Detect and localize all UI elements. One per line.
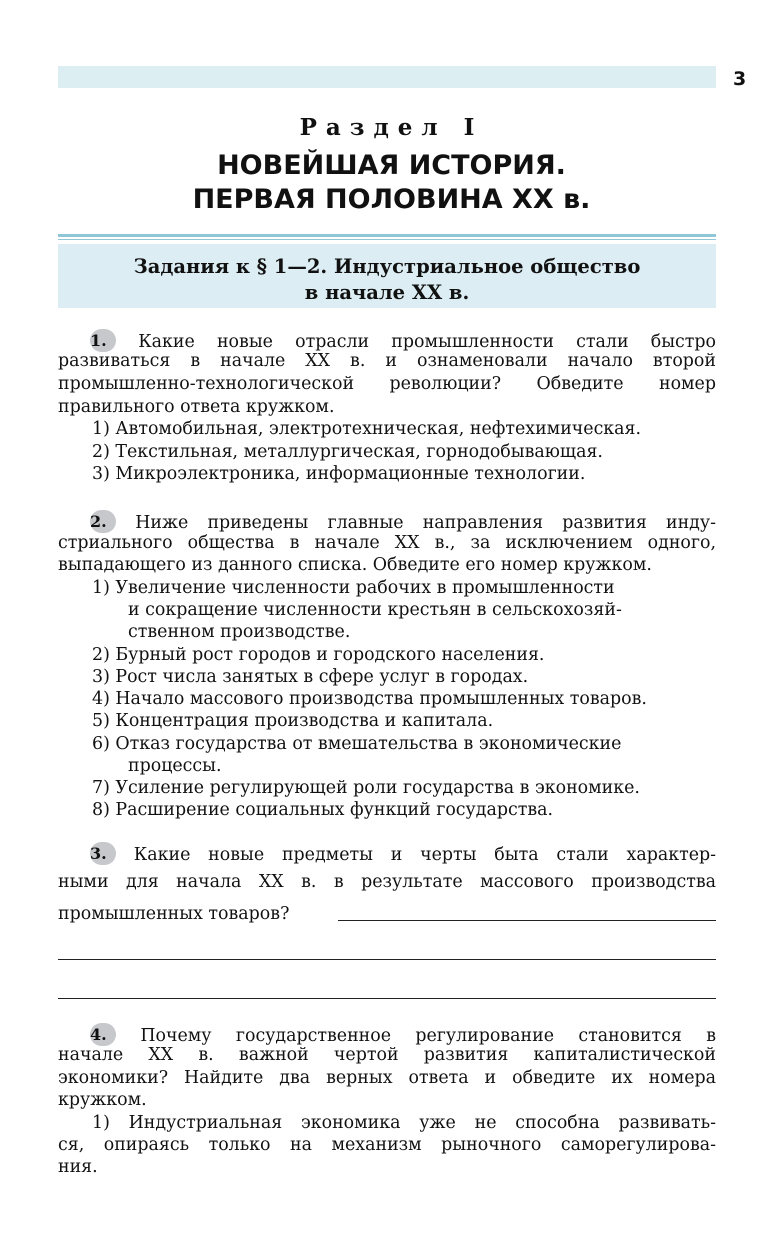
question-3-line-3: промышленных товаров?	[58, 904, 290, 924]
question-4-line-1: 4. Почему государственное регулирование становится в	[90, 1025, 716, 1046]
answer-line[interactable]	[338, 920, 716, 921]
question-2-option-5[interactable]: 5) Концентрация производства и капитала.	[92, 711, 494, 731]
question-1-option-3[interactable]: 3) Микроэлектроника, информационные технологии.	[92, 464, 586, 484]
question-4-line-3: экономики? Найдите два верных ответа и обведите их номера	[58, 1068, 716, 1088]
question-2-option-4[interactable]: 4) Начало массового производства промышленных товаров.	[92, 689, 647, 709]
question-1-option-1[interactable]: 1) Автомобильная, электротехническая, нефтехимическая.	[92, 419, 642, 439]
question-2-option-1-cont: ственном производстве.	[128, 622, 351, 642]
chapter-title-line-1: НОВЕЙШАЯ ИСТОРИЯ.	[217, 150, 566, 181]
question-number-badge: 1.	[90, 329, 116, 352]
chapter-title-line-2: ПЕРВАЯ ПОЛОВИНА XX в.	[192, 184, 591, 215]
question-number-badge: 2.	[90, 510, 116, 533]
question-2-option-3[interactable]: 3) Рост числа занятых в сфере услуг в городах.	[92, 667, 529, 687]
question-2-option-8[interactable]: 8) Расширение социальных функций государства.	[92, 800, 554, 820]
question-4-option-1[interactable]: 1) Индустриальная экономика уже не способна развивать-	[92, 1113, 716, 1133]
answer-line[interactable]	[58, 998, 716, 999]
question-number-badge: 4.	[90, 1023, 116, 1046]
question-2-option-6[interactable]: 6) Отказ государства от вмешательства в экономические	[92, 734, 622, 754]
page-number: 3	[733, 68, 747, 90]
question-1-option-2[interactable]: 2) Текстильная, металлургическая, горнодобывающая.	[92, 442, 603, 462]
header-band	[58, 66, 716, 88]
question-2-line-1: 2. Ниже приведены главные направления развития инду-	[90, 512, 716, 533]
section-label: Раздел I	[299, 114, 484, 141]
question-2-option-1[interactable]: 1) Увеличение численности рабочих в промышленности	[92, 578, 615, 598]
subsection-title-line-2: в начале XX в.	[304, 281, 470, 304]
question-1-line-2: развиваться в начале XX в. и ознаменовали начало второй	[58, 351, 716, 371]
question-1-line-4: правильного ответа кружком.	[58, 397, 335, 417]
question-3-line-1: 3. Какие новые предметы и черты быта стали характер-	[90, 844, 717, 865]
question-2-line-2: стриального общества в начале XX в., за исключением одного,	[58, 533, 716, 553]
answer-line[interactable]	[58, 959, 716, 960]
question-4-line-2: начале XX в. важной чертой развития капиталистической	[58, 1045, 716, 1065]
divider	[58, 234, 716, 237]
question-3-line-2: ными для начала XX в. в результате массового производства	[58, 872, 716, 892]
question-4-line-4: кружком.	[58, 1090, 147, 1110]
question-2-line-3: выпадающего из данного списка. Обведите его номер кружком.	[58, 555, 652, 575]
question-1-line-1: 1. Какие новые отрасли промышленности стали быстро	[90, 331, 716, 352]
question-2-option-1-cont: и сокращение численности крестьян в сельскохозяй-	[128, 600, 622, 620]
divider-thin	[58, 239, 716, 240]
subsection-title-line-1: Задания к § 1—2. Индустриальное общество	[133, 255, 641, 278]
question-2-option-7[interactable]: 7) Усиление регулирующей роли государства в экономике.	[92, 778, 640, 798]
question-1-line-3: промышленно-технологической революции? Обведите номер	[58, 374, 716, 394]
question-number-badge: 3.	[90, 842, 116, 865]
question-4-option-1-cont: ся, опираясь только на механизм рыночного саморегулирова-	[58, 1135, 716, 1155]
question-4-option-1-cont: ния.	[58, 1157, 98, 1177]
question-2-option-6-cont: процессы.	[128, 756, 222, 776]
question-2-option-2[interactable]: 2) Бурный рост городов и городского населения.	[92, 645, 545, 665]
